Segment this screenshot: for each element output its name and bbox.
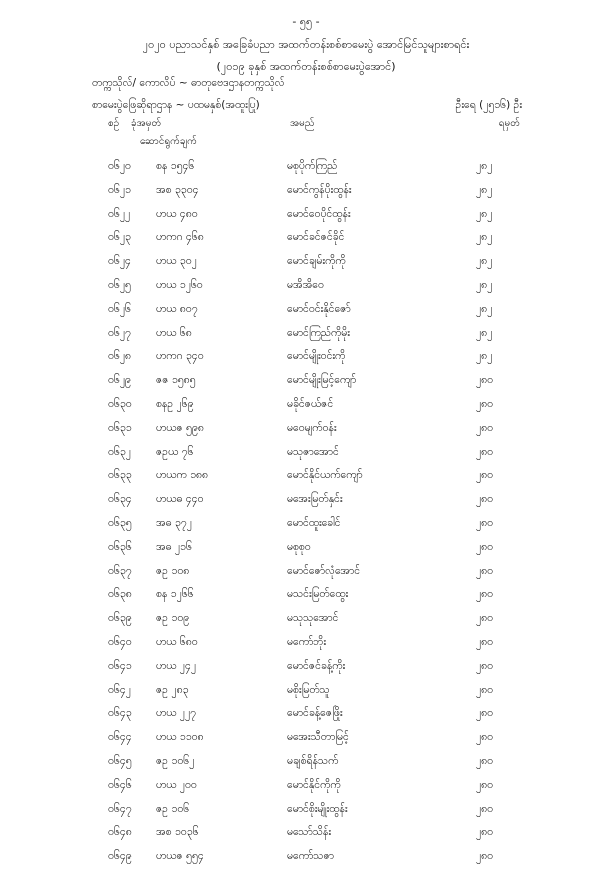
score: ၂၈၂ bbox=[476, 302, 493, 315]
student-name: မောင်ဝေပိုင်ထွန်း bbox=[287, 207, 351, 220]
roll-number: ဇဥယ ၇၆ bbox=[156, 445, 194, 458]
score: ၂၈၀ bbox=[476, 707, 494, 720]
roll-number: ဟယ ၈၀၇ bbox=[156, 302, 198, 315]
row-number: ၀၆၂၅ bbox=[108, 278, 131, 291]
institution-line: တက္ကသိုလ်/ ကောလိပ် ~ ဓာတုဗေဒဌာနတက္ကသိုလ် bbox=[92, 77, 285, 89]
score: ၂၈၀ bbox=[476, 564, 494, 577]
roll-number: အစ ၁၀၃၆ bbox=[156, 826, 199, 839]
table-row bbox=[0, 350, 612, 374]
table-row bbox=[0, 279, 612, 303]
student-name: မကော်သဇာ bbox=[287, 850, 335, 863]
roll-number: စန ၁၂၆၆ bbox=[156, 588, 194, 601]
row-number: ၀၆၄၅ bbox=[108, 754, 132, 767]
roll-number: ဇဥ ၁၀၆၂ bbox=[156, 754, 195, 767]
table-row bbox=[0, 803, 612, 827]
table-row bbox=[0, 160, 612, 184]
roll-number: ဟယက ၁၈၈ bbox=[156, 469, 208, 482]
roll-number: ဟယ ၄၈၀ bbox=[156, 207, 198, 220]
roll-number: ဟယ ၂၀၀ bbox=[156, 778, 197, 791]
heading-no: စဉ် bbox=[108, 118, 120, 129]
score: ၂၈၀ bbox=[476, 612, 494, 625]
student-name: မောင်ကွန်ပိုးထွန်း bbox=[287, 183, 352, 196]
row-number: ၀၆၂၆ bbox=[108, 302, 131, 315]
roll-number: အစ ၃၃၀၄ bbox=[156, 183, 199, 196]
student-name: မစိုးမြတ်သူ bbox=[287, 683, 330, 696]
score: ၂၈၀ bbox=[476, 516, 494, 529]
row-number: ၀၆၃၁ bbox=[108, 421, 132, 434]
row-number: ၀၆၃၄ bbox=[108, 493, 132, 506]
table-row bbox=[0, 779, 612, 803]
roll-number: ဟယဇ ၅၉၈ bbox=[156, 421, 204, 434]
row-number: ၀၆၄၁ bbox=[108, 659, 132, 672]
row-number: ၀၆၃၆ bbox=[108, 540, 132, 553]
table-row bbox=[0, 731, 612, 755]
roll-number: ဟယဇ ၅၅၄ bbox=[156, 850, 204, 863]
score: ၂၈၀ bbox=[476, 374, 494, 387]
score: ၂၈၀ bbox=[476, 802, 494, 815]
student-name: မောင်ဇော်လုံအောင် bbox=[287, 564, 361, 577]
count-label: ဦးရေ (၂၅၁၆) ဦး bbox=[455, 99, 522, 111]
student-name: မောင်စိုးမျိုးထွန်း bbox=[287, 802, 348, 815]
roll-number: ဟယ ၂၂၇ bbox=[156, 707, 197, 720]
score: ၂၈၀ bbox=[476, 731, 494, 744]
score: ၂၈၀ bbox=[476, 683, 494, 696]
score: ၂၈၂ bbox=[476, 326, 493, 339]
student-name: မသုသုအောင် bbox=[287, 612, 339, 625]
table-row bbox=[0, 208, 612, 232]
table-row bbox=[0, 826, 612, 850]
roll-number: စနဥ ၂၆၉ bbox=[156, 397, 194, 410]
heading-mark: ရမှတ် bbox=[498, 118, 520, 129]
heading-roll-line2: ဆောင်ရွက်ချက် bbox=[140, 136, 197, 147]
student-name: မသုဇာအောင် bbox=[287, 445, 339, 458]
student-name: မအေးမြတ်နှင်း bbox=[287, 493, 343, 506]
table-row bbox=[0, 755, 612, 779]
row-number: ၀၆၄၉ bbox=[108, 850, 132, 863]
row-number: ၀၆၃၅ bbox=[108, 516, 132, 529]
roll-number: အဓ ၃၇၂ bbox=[156, 516, 192, 529]
score: ၂၈၀ bbox=[476, 397, 494, 410]
score: ၂၈၀ bbox=[476, 754, 494, 767]
score: ၂၈၂ bbox=[476, 160, 493, 172]
roll-number: ဟယ ၁၁၀၈ bbox=[156, 731, 204, 744]
row-number: ၀၆၂၄ bbox=[108, 255, 131, 268]
score: ၂၈၀ bbox=[476, 540, 494, 553]
row-number: ၀၆၄၃ bbox=[108, 707, 132, 720]
row-number: ၀၆၄၀ bbox=[108, 635, 132, 648]
roll-number: ဟကဂ ၄၆၈ bbox=[156, 231, 204, 244]
score: ၂၈၀ bbox=[476, 826, 494, 839]
row-number: ၀၆၃၈ bbox=[108, 588, 132, 601]
roll-number: ဇဥ ၂၈၃ bbox=[156, 683, 189, 696]
table-row bbox=[0, 588, 612, 612]
heading-roll: ခုံအမှတ် bbox=[131, 118, 162, 129]
score: ၂၈၀ bbox=[476, 493, 494, 506]
table-row bbox=[0, 231, 612, 255]
roll-number: ဟယ ၆၈၀ bbox=[156, 635, 198, 648]
page-title: ၂၀၂၀ ပညာသင်နှစ် အခြေခံပညာ အထက်တန်းစစ်စာမေးပွဲ အောင်မြင်သူများစာရင်း bbox=[142, 38, 470, 51]
roll-number: ဟယ ၁၂၆၀ bbox=[156, 278, 203, 291]
page-subtitle: (၂၀၁၉ ခုနှစ် အထက်တန်းစစ်စာမေးပွဲအောင်) bbox=[216, 60, 396, 73]
roll-number: ဟယ ၃၀၂ bbox=[156, 255, 197, 268]
row-number: ၀၆၄၆ bbox=[108, 778, 132, 791]
table-row bbox=[0, 707, 612, 731]
table-row bbox=[0, 255, 612, 279]
score: ၂၈၀ bbox=[476, 635, 494, 648]
roll-number: ဟယဓ ၄၄၀ bbox=[156, 493, 204, 506]
table-row bbox=[0, 565, 612, 589]
row-number: ၀၆၂၂ bbox=[108, 207, 131, 220]
table-row bbox=[0, 850, 612, 874]
roll-number: ဇဥ ၁၀၉ bbox=[156, 612, 190, 625]
row-number: ၀၆၃၃ bbox=[108, 469, 132, 482]
results-table bbox=[0, 160, 612, 874]
row-number: ၀၆၂၉ bbox=[108, 374, 131, 387]
student-name: မချစ်ရိန်သက် bbox=[287, 754, 339, 767]
table-row bbox=[0, 636, 612, 660]
student-name: မသင်းမြတ်ထွေး bbox=[287, 588, 349, 601]
roll-number: ဟယ ၆၈ bbox=[156, 326, 192, 339]
table-row bbox=[0, 422, 612, 446]
score: ၂၈၂ bbox=[476, 255, 493, 268]
score: ၂၈၂ bbox=[476, 231, 493, 244]
student-name: မောင်ခင်ဇင်ခိုင် bbox=[287, 231, 345, 244]
student-name: မအိအိဝေ bbox=[287, 278, 324, 291]
table-row bbox=[0, 184, 612, 208]
table-row bbox=[0, 374, 612, 398]
row-number: ၀၆၃၀ bbox=[108, 397, 132, 410]
exam-center-line: စာမေးပွဲဖြေဆိုရာဌာန ~ ပထမနှစ်(အထူးပြု) bbox=[92, 99, 260, 111]
row-number: ၀၆၃၉ bbox=[108, 612, 132, 625]
table-row bbox=[0, 303, 612, 327]
roll-number: စန ၁၅၄၆ bbox=[156, 160, 195, 172]
table-row bbox=[0, 493, 612, 517]
row-number: ၀၆၄၈ bbox=[108, 826, 132, 839]
score: ၂၈၂ bbox=[476, 183, 493, 196]
student-name: မောင်မျိုးဝင်းကို bbox=[287, 350, 346, 363]
roll-number: အဓ ၂၁၆ bbox=[156, 540, 192, 553]
row-number: ၀၆၂၇ bbox=[108, 326, 131, 339]
row-number: ၀၆၄၄ bbox=[108, 731, 132, 744]
row-number: ၀၆၂၈ bbox=[108, 350, 131, 363]
student-name: မောင်နိုင်ကိုကို bbox=[287, 778, 341, 791]
student-name: မသော်သိန်း bbox=[287, 826, 332, 839]
row-number: ၀၆၂၃ bbox=[108, 231, 131, 244]
row-number: ၀၆၄၂ bbox=[108, 683, 131, 696]
student-name: မစုပိုက်ကြည် bbox=[287, 160, 338, 172]
row-number: ၀၆၃၇ bbox=[108, 564, 132, 577]
student-name: မအေးသီတာမြင့် bbox=[287, 731, 349, 744]
roll-number: ဟကဂ ၃၄၀ bbox=[156, 350, 204, 363]
score: ၂၈၀ bbox=[476, 588, 494, 601]
student-name: မခိုင်ဇယ်ဇင် bbox=[287, 397, 334, 410]
table-row bbox=[0, 446, 612, 470]
student-name: မောင်ထူးခေါင် bbox=[287, 516, 341, 529]
score: ၂၈၀ bbox=[476, 778, 494, 791]
student-name: မောင်ခန့်ဇေဖြိုး bbox=[287, 707, 343, 720]
row-number: ၀၆၂၀ bbox=[108, 160, 131, 172]
table-row bbox=[0, 612, 612, 636]
student-name: မောင်ချမ်းကိုကို bbox=[287, 255, 346, 268]
student-name: မောင်မျိုးမြင့်ကျော် bbox=[287, 374, 357, 387]
roll-number: ဇဥ ၁၀၈ bbox=[156, 564, 190, 577]
student-name: မောင်နိုင်ယက်ကျော် bbox=[287, 469, 363, 482]
table-row bbox=[0, 684, 612, 708]
page-number: - ၅၅ - bbox=[292, 15, 320, 28]
row-number: ၀၆၃၂ bbox=[108, 445, 131, 458]
table-row bbox=[0, 469, 612, 493]
table-row bbox=[0, 398, 612, 422]
score: ၂၈၀ bbox=[476, 850, 494, 863]
student-name: မကော်ဘိုး bbox=[287, 635, 327, 648]
heading-name: အမည် bbox=[290, 118, 315, 129]
score: ၂၈၀ bbox=[476, 421, 494, 434]
row-number: ၀၆၄၇ bbox=[108, 802, 132, 815]
score: ၂၈၂ bbox=[476, 278, 493, 291]
score: ၂၈၂ bbox=[476, 350, 493, 363]
roll-number: ဇဇ ၁၅၈၅ bbox=[156, 374, 196, 387]
table-row bbox=[0, 541, 612, 565]
roll-number: ဟယ ၂၄၂ bbox=[156, 659, 197, 672]
score: ၂၈၀ bbox=[476, 469, 494, 482]
student-name: မောင်ဝင်းနိုင်ဇော် bbox=[287, 302, 351, 315]
score: ၂၈၀ bbox=[476, 445, 494, 458]
student-name: မောင်ဇင်ခန့်ကိုး bbox=[287, 659, 346, 672]
table-row bbox=[0, 660, 612, 684]
score: ၂၈၂ bbox=[476, 207, 493, 220]
roll-number: ဇဥ ၁၀၆ bbox=[156, 802, 190, 815]
student-name: မစုစုဝ bbox=[287, 540, 311, 553]
student-name: မဝေမျက်ဝန်း bbox=[287, 421, 337, 434]
table-row bbox=[0, 327, 612, 351]
student-name: မောင်ကြည်ကိုမိုး bbox=[287, 326, 350, 339]
score: ၂၈၀ bbox=[476, 659, 494, 672]
table-row bbox=[0, 517, 612, 541]
row-number: ၀၆၂၁ bbox=[108, 183, 131, 196]
